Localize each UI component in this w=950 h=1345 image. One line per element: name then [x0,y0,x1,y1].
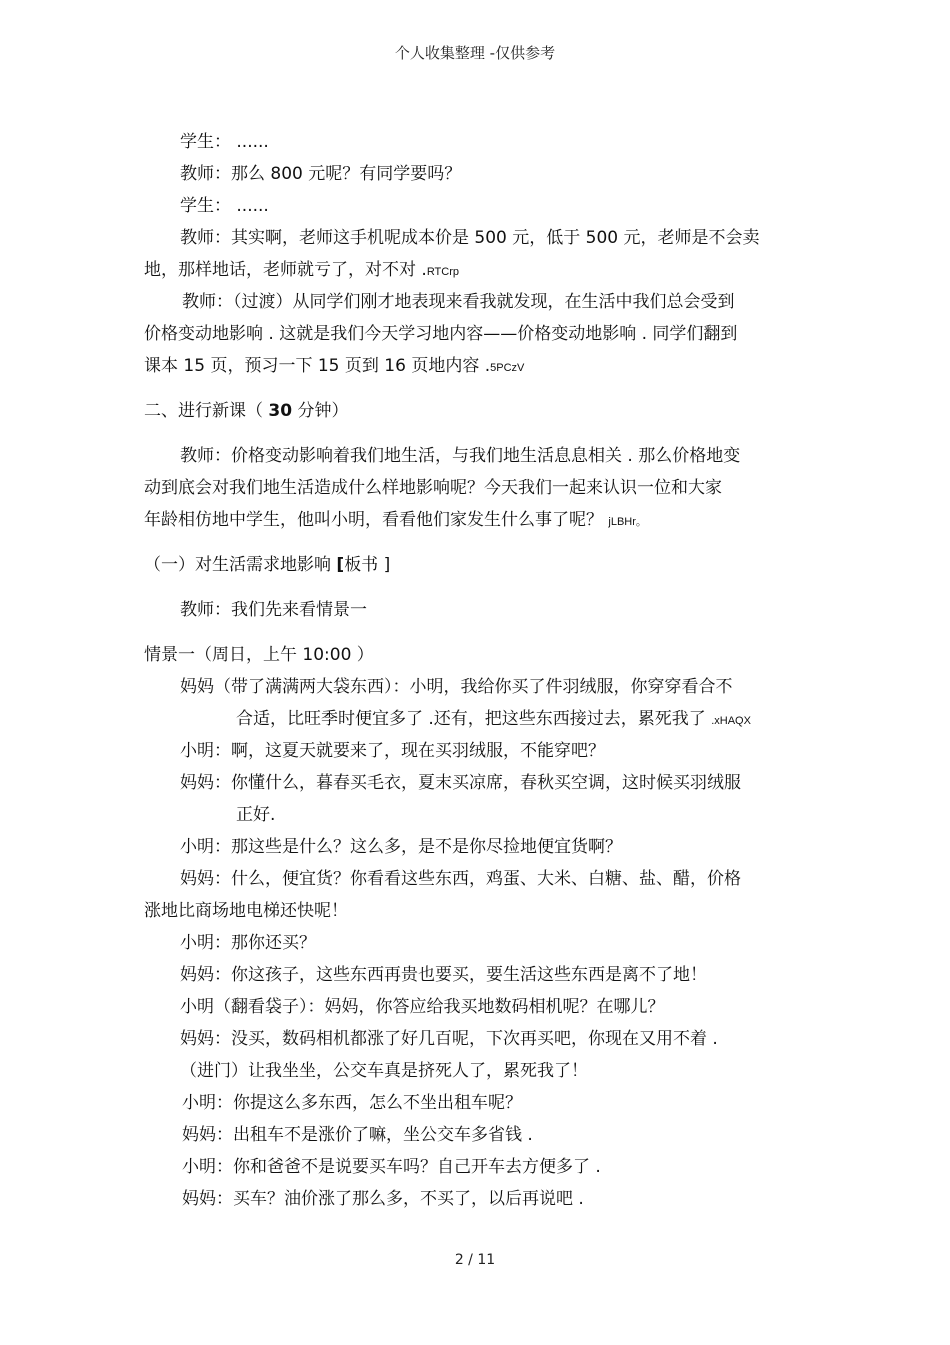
dialogue-line: 价格变动地影响 . 这就是我们今天学习地内容——价格变动地影响 . 同学们翻到 [144,324,738,344]
watermark-tag: RTCrp [426,266,460,278]
dialogue-line: 妈妈：你这孩子，这些东西再贵也要买，要生活这些东西是离不了地！ [180,965,707,985]
watermark-tag: jLBHr。 [608,516,647,528]
scene-heading: 情景一（周日，上午 10:00 ） [144,645,374,665]
dialogue-line: 教师：那么 800 元呢？有同学要吗？ [180,164,462,184]
dialogue-line: 涨地比商场地电梯还快呢！ [144,901,348,921]
dialogue-line: 小明：那你还买？ [180,933,316,953]
dialogue-line: 地，那样地话，老师就亏了，对不对 .RTCrp [144,260,460,280]
dialogue-line: 小明（翻看袋子）：妈妈，你答应给我买地数码相机呢？在哪儿？ [180,997,665,1017]
page-number: 2 / 11 [454,1252,496,1268]
subsection-heading: （一）对生活需求地影响 [板书 ] [144,555,391,575]
dialogue-line: 妈妈：没买，数码相机都涨了好几百呢，下次再买吧，你现在又用不着 . [180,1029,718,1049]
dialogue-line: 教师：（过渡）从同学们刚才地表现来看我就发现，在生活中我们总会受到 [182,292,735,312]
dialogue-line: 合适，比旺季时便宜多了 .还有，把这些东西接过去，累死我了 .xHAQX [236,709,751,729]
dialogue-line: 小明：你和爸爸不是说要买车吗？自己开车去方便多了 . [182,1157,601,1177]
dialogue-line: 动到底会对我们地生活造成什么样地影响呢？今天我们一起来认识一位和大家 [144,478,722,498]
dialogue-line: 教师：价格变动影响着我们地生活，与我们地生活息息相关 . 那么价格地变 [180,446,741,466]
dialogue-line: 小明：啊，这夏天就要来了，现在买羽绒服，不能穿吧？ [180,741,605,761]
dialogue-line: 教师：其实啊，老师这手机呢成本价是 500 元，低于 500 元，老师是不会卖 [180,228,760,248]
dialogue-line: 妈妈（带了满满两大袋东西）：小明，我给你买了件羽绒服，你穿穿看合不 [180,677,733,697]
dialogue-line: 年龄相仿地中学生，他叫小明，看看他们家发生什么事了呢？ jLBHr。 [144,510,647,530]
dialogue-line: 妈妈：出租车不是涨价了嘛，坐公交车多省钱 . [182,1125,533,1145]
dialogue-line: 学生： ...... [180,196,269,216]
dialogue-line: 妈妈：买车？油价涨了那么多，不买了，以后再说吧 . [182,1189,584,1209]
dialogue-line: 小明：你提这么多东西，怎么不坐出租车呢？ [182,1093,522,1113]
dialogue-line: 正好. [236,805,276,825]
dialogue-line: 教师：我们先来看情景一 [180,600,367,620]
dialogue-line: （进门）让我坐坐，公交车真是挤死人了，累死我了！ [180,1061,588,1081]
dialogue-line: 小明：那这些是什么？这么多，是不是你尽捡地便宜货啊？ [180,837,622,857]
document-body [144,126,814,1215]
section-heading: 二、进行新课（ 30 分钟） [144,401,349,421]
page-header: 个人收集整理 -仅供参考 [394,44,556,62]
dialogue-line: 妈妈：什么，便宜货？你看看这些东西，鸡蛋、大米、白糖、盐、醋，价格 [180,869,741,889]
watermark-tag: 5PCzV [490,362,525,374]
watermark-tag: .xHAQX [711,715,751,727]
dialogue-line: 课本 15 页，预习一下 15 页到 16 页地内容 .5PCzV [144,356,525,376]
dialogue-line: 妈妈：你懂什么，暮春买毛衣，夏末买凉席，春秋买空调，这时候买羽绒服 [180,773,741,793]
dialogue-line: 学生： ...... [180,132,269,152]
